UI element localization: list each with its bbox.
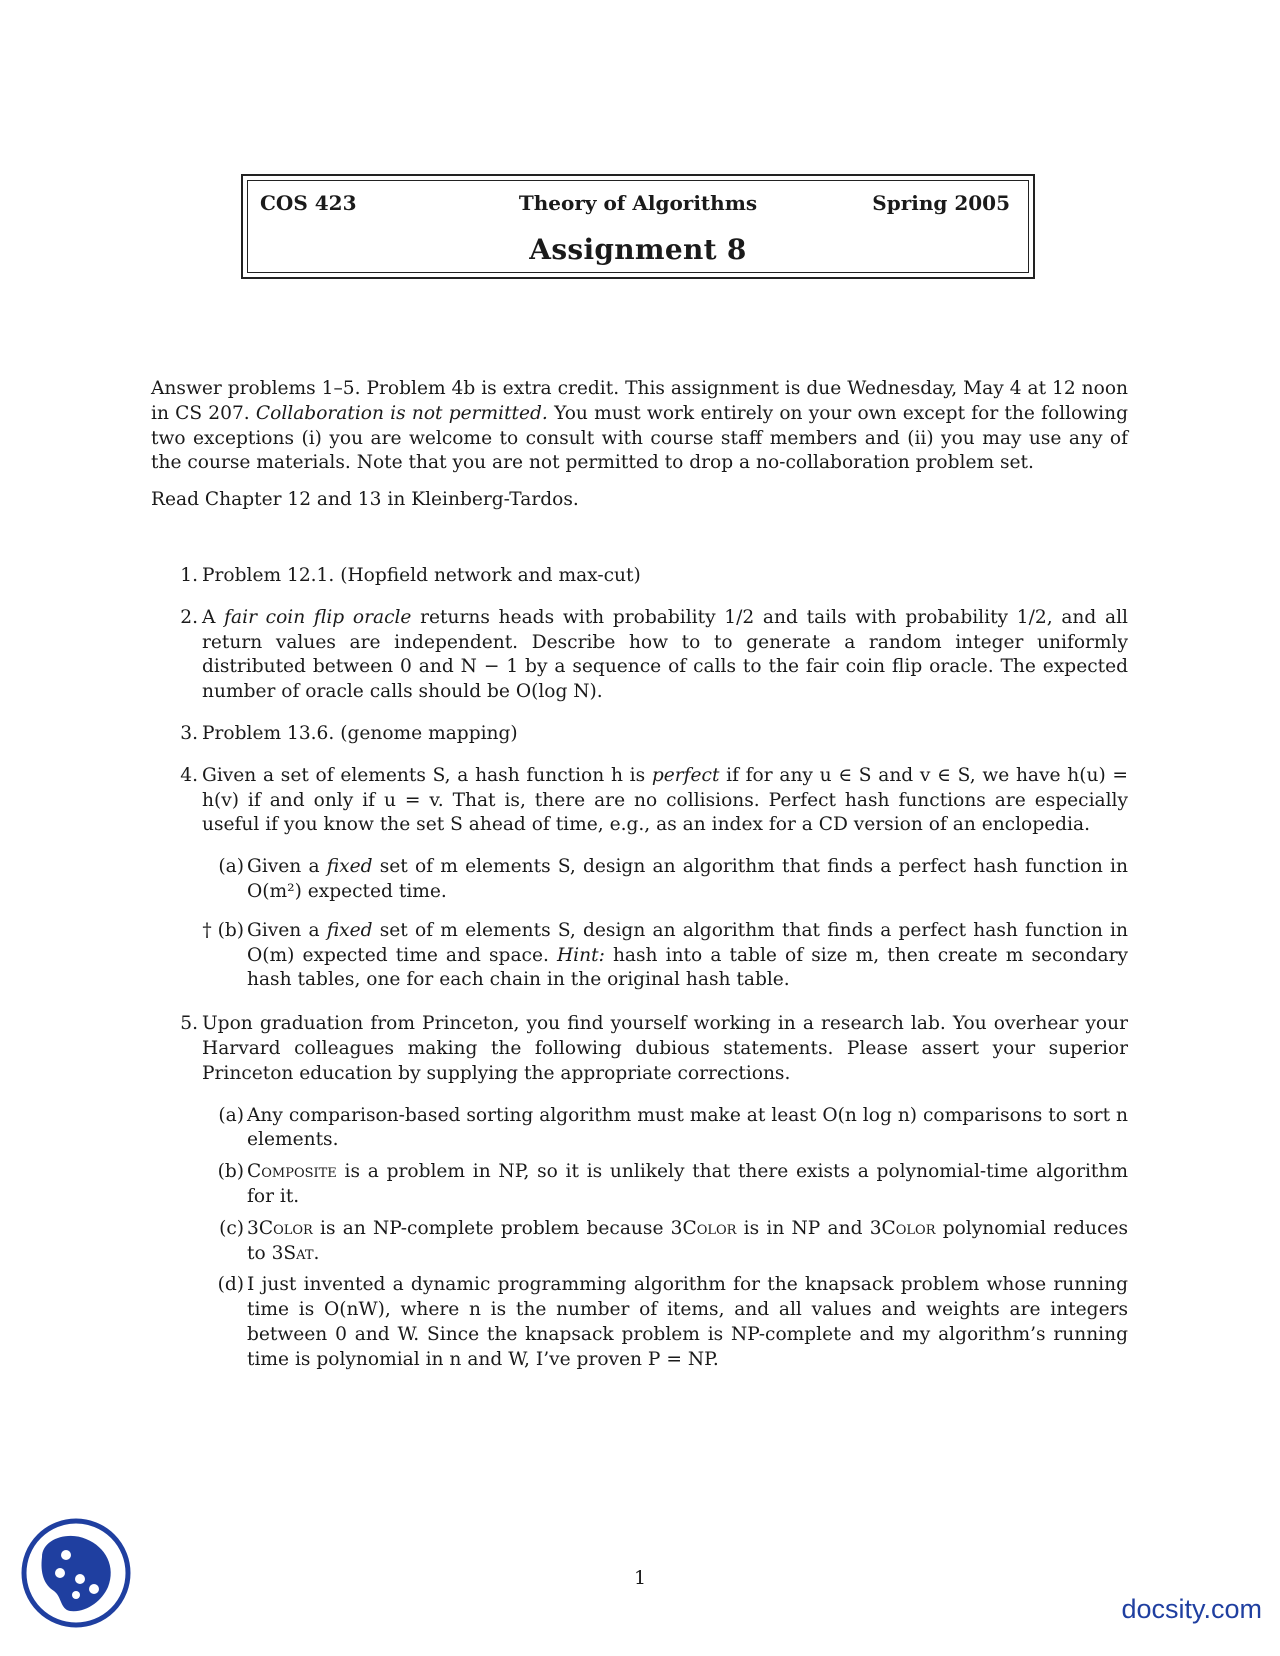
problem-text — [202, 607, 1128, 702]
subproblem-list — [202, 855, 1128, 993]
subproblem-label: † (b) — [202, 919, 244, 941]
subproblem-text: I just invented a dynamic programming algorithm for the knapsack problem whose running time is O(nW), where n is the number of items, and all values and weights are integers between 0 and W. Since the knapsack problem is NP-complete and my algorithm’s running time is polynomial in n and W, I’ve proven P = NP. — [247, 1274, 1128, 1370]
subproblem-text: is a problem in NP, so it is unlikely that there exists a polynomial-time algorithm for it. — [247, 1161, 1128, 1207]
problem-number: 4. — [180, 764, 198, 786]
problem-emphasis: perfect — [651, 764, 720, 786]
hint-label: Hint: — [556, 944, 605, 966]
problem-number: 5. — [180, 1013, 198, 1035]
problem-number: 1. — [180, 565, 198, 586]
subproblem-text-b: set of m elements S, design an algorithm that finds a perfect hash function in O(m²) expected time. — [247, 856, 1128, 902]
problem-text-a: A — [202, 606, 225, 628]
subproblem-4b — [202, 919, 1128, 993]
course-subject: Theory of Algorithms — [518, 191, 758, 215]
subproblem-emphasis: fixed — [326, 919, 373, 941]
subproblem-text: polynomial reduces to 3 — [247, 1217, 1128, 1264]
problem-number: 2. — [180, 606, 198, 628]
subproblem-text: Any comparison-based sorting algorithm must make at least O(n log n) comparisons to sort n elements. — [247, 1104, 1128, 1151]
docsity-brand-link[interactable]: docsity.com — [1121, 1594, 1262, 1624]
intro-section — [151, 377, 1128, 525]
course-code: COS 423 — [260, 191, 357, 215]
assignment-title: Assignment 8 — [529, 233, 747, 266]
problem-text: Problem 13.6. (genome mapping) — [202, 722, 518, 744]
small-caps-term: Color — [682, 1217, 737, 1239]
page-number: 1 — [633, 1567, 647, 1589]
subproblem-label: (a) — [218, 856, 244, 878]
subproblem-emphasis: fixed — [326, 856, 373, 878]
subproblem-5d — [202, 1273, 1128, 1372]
problem-text-b: returns heads with probability 1/2 and tails with probability 1/2, and all return values are independent. Describe how to to generate a random integer uniformly distributed between 0 and N − 1 by a sequence of calls to the fair coin flip oracle. The expected number of oracle calls should be O(log N). — [202, 606, 1128, 703]
problem-2 — [151, 606, 1128, 705]
course-term: Spring 2005 — [872, 191, 1010, 215]
subproblem-label: (d) — [217, 1274, 244, 1296]
problem-text-b: if for any u ∈ S and v ∈ S, we have h(u) = h(v) if and only if u = v. That is, there are no collisions. Perfect hash functions are especially useful if you know the set S ahead of time, e.g., as an index for a CD version of an enclopedia. — [202, 764, 1128, 836]
problem-text: Problem 12.1. (Hopfield network and max-cut) — [202, 565, 641, 586]
subproblem-5b — [202, 1160, 1128, 1210]
subproblem-text-b: set of m elements S, design an algorithm that finds a perfect hash function in O(m) expected time and space. — [247, 919, 1128, 966]
small-caps-term: Color — [258, 1217, 313, 1239]
subproblem-text: 3 — [247, 1217, 259, 1239]
intro-paragraph — [151, 377, 1128, 476]
problem-3 — [151, 722, 1128, 747]
subproblem-label: (b) — [217, 1161, 244, 1183]
reading-paragraph: Read Chapter 12 and 13 in Kleinberg-Tardos. — [151, 489, 579, 511]
subproblem-text: is an NP-complete problem because 3 — [312, 1217, 683, 1239]
problem-list — [151, 564, 1128, 1390]
problem-1 — [151, 564, 1128, 589]
subproblem-label: (c) — [219, 1217, 244, 1239]
problem-4 — [151, 764, 1128, 993]
small-caps-term: Sat — [283, 1242, 314, 1264]
small-caps-term: Color — [881, 1217, 936, 1239]
problem-text: Upon graduation from Princeton, you find yourself working in a research lab. You overhear your Harvard colleagues making the following dubious statements. Please assert your superior Princeton education by supplying the appropriate corrections. — [202, 1013, 1128, 1084]
subproblem-label: (a) — [218, 1104, 244, 1126]
intro-text-b: You must work entirely on your own except for the following two exceptions (i) you are welcome to consult with course staff members and (ii) you may use any of the course materials. Note that you are not permitted to drop a no-collaboration problem set. — [151, 402, 1128, 474]
intro-emphasis: Collaboration is not permitted. — [255, 402, 548, 424]
subproblem-4a — [202, 855, 1128, 905]
subproblem-text-a: Given a — [247, 856, 327, 878]
problem-emphasis: fair coin flip oracle — [224, 606, 412, 628]
subproblem-text: is in NP and 3 — [736, 1217, 882, 1239]
problem-5 — [151, 1012, 1128, 1372]
problem-number: 3. — [180, 722, 198, 744]
small-caps-term: Composite — [247, 1161, 337, 1183]
docsity-logo-icon[interactable] — [20, 1517, 132, 1629]
header-box — [241, 174, 1035, 279]
subproblem-list — [202, 1104, 1128, 1373]
subproblem-text: . — [313, 1242, 320, 1264]
problem-text — [202, 765, 1128, 836]
intro-text-a: Answer problems 1–5. Problem 4b is extra credit. This assignment is due Wednesday, May 4 at 12 noon in CS 207. — [151, 378, 1128, 424]
subproblem-text-a: Given a — [247, 919, 327, 941]
header-inner-frame — [247, 180, 1029, 273]
problem-text-a: Given a set of elements S, a hash function h is — [202, 764, 652, 786]
subproblem-text-c: hash into a table of size m, then create m secondary hash tables, one for each chain in the original hash table. — [247, 944, 1128, 991]
subproblem-5a — [202, 1104, 1128, 1154]
subproblem-5c — [202, 1217, 1128, 1267]
